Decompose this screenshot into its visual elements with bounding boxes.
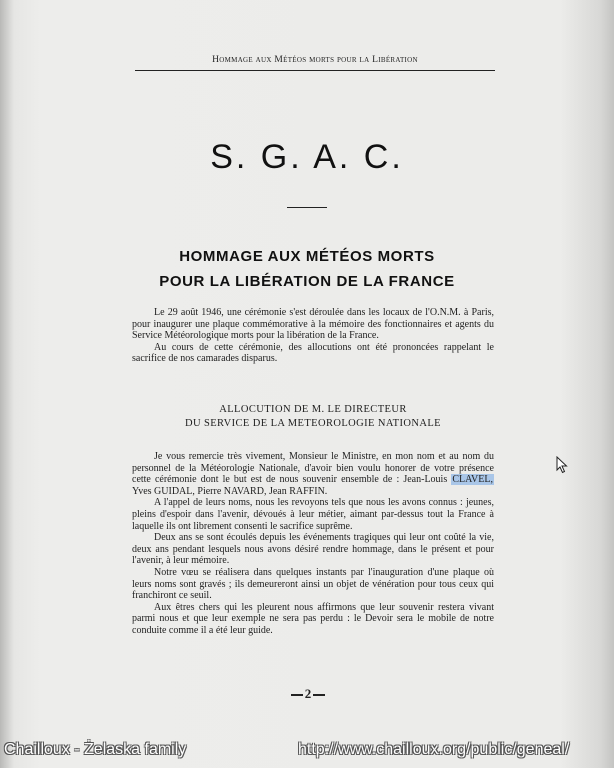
speech-paragraph: Aux êtres chers qui les pleurent nous affirmons que leur souvenir restera vivant parmi nous et que leur exemple ne sera pas perdu : le Devoir sera le mobile de notre conduite comme il a été leur guide. [132, 601, 494, 636]
highlighted-name[interactable]: CLAVEL, [452, 474, 493, 486]
main-title: S. G. A. C. [210, 138, 404, 176]
intro-text [132, 307, 494, 365]
title-divider [287, 207, 327, 208]
speech-text-before-highlight: Je vous remercie très vivement, Monsieur le Ministre, en mon nom et au nom du personnel de la Météorologie Nationale, d'avoir bien voulu honorer de votre présence cette cérémonie dont le but est de nous souvenir ensemble de : Jean-Louis [132, 451, 494, 486]
watermark-family: Chailloux - Żelaska family [4, 741, 187, 758]
section-heading [132, 403, 494, 431]
watermark-url[interactable]: http://www.chailloux.org/public/geneal/ [298, 741, 570, 758]
speech-text-after-highlight: Yves GUIDAL, Pierre NAVARD, Jean RAFFIN. [132, 485, 328, 497]
article-title [100, 244, 514, 294]
speech-text [132, 451, 494, 637]
article-title-line-2: POUR LA LIBÉRATION DE LA FRANCE [159, 273, 455, 290]
speech-paragraph: A l'appel de leurs noms, nous les revoyons tels que nous les avons connus : jeunes, pleins d'espoir dans l'avenir, dévoués à leur métier, aimant par-dessus tout la France à laquelle ils ont librement consenti le sacrifice suprême. [132, 497, 494, 532]
intro-paragraph: Au cours de cette cérémonie, des allocutions ont été prononcées rappelant le sacrifice de nos camarades disparus. [132, 341, 494, 365]
running-header: Hommage aux Météos morts pour la Libération [212, 55, 418, 65]
intro-paragraph: Le 29 août 1946, une cérémonie s'est déroulée dans les locaux de l'O.N.M. à Paris, pour inaugurer une plaque commémorative à la mémoire des fonctionnaires et agents du Service Météorologique morts pour la libération de la France. [132, 307, 494, 342]
header-rule [135, 70, 495, 71]
speech-paragraph: Deux ans se sont écoulés depuis les événements tragiques qui leur ont coûté la vie, deux ans pendant lesquels nous avons désiré rendre hommage, dans le présent et pour l'avenir, à leur mémoire. [132, 532, 494, 567]
page-number: 2 [283, 686, 333, 702]
speech-paragraph [132, 451, 494, 497]
mouse-pointer-icon [556, 456, 568, 474]
speech-paragraph: Notre vœu se réalisera dans quelques instants par l'inauguration d'une plaque où leurs noms sont gravés ; ils demeureront ainsi un objet de vénération pour tous ceux qui franchiront ce seuil. [132, 566, 494, 602]
section-heading-line-1: ALLOCUTION DE M. LE DIRECTEUR [219, 404, 407, 415]
article-title-line-1: HOMMAGE AUX MÉTÉOS MORTS [179, 248, 435, 265]
section-heading-line-2: DU SERVICE DE LA METEOROLOGIE NATIONALE [185, 418, 441, 429]
